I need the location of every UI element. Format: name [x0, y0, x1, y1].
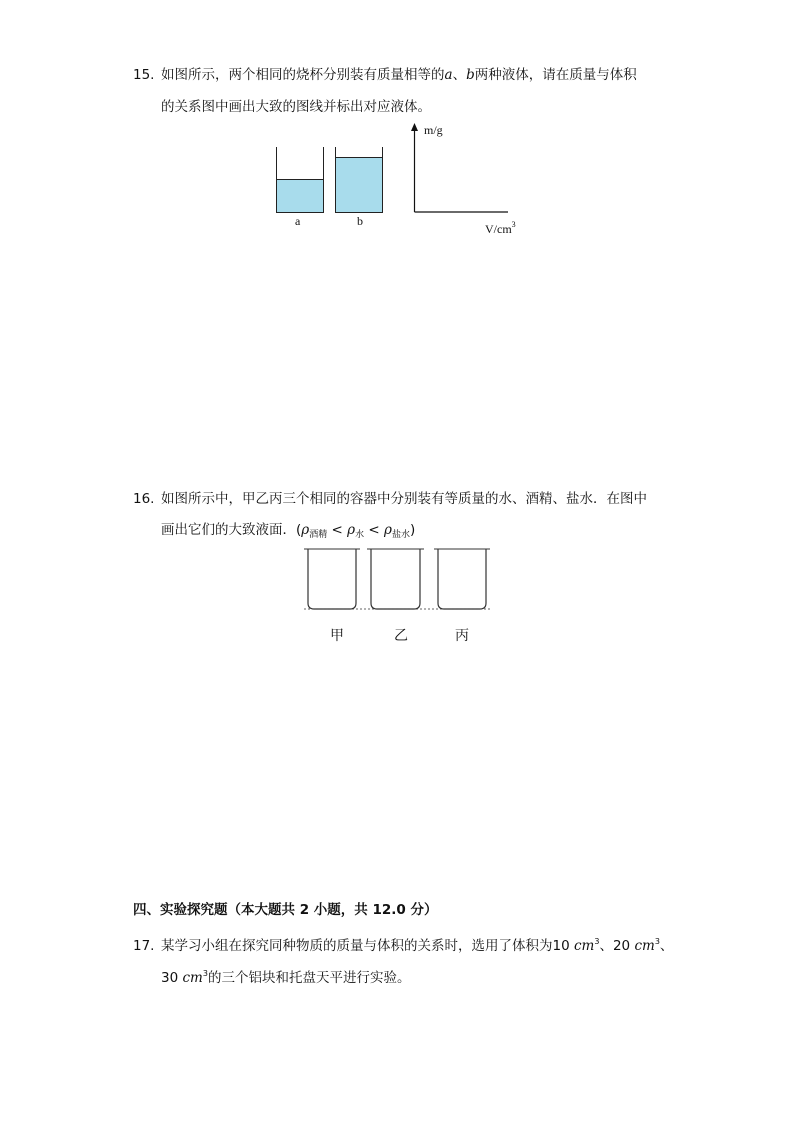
- unit-sup: 3: [654, 937, 660, 946]
- q15-beakers-figure: [270, 140, 390, 235]
- separator: 、: [599, 938, 613, 954]
- q15-text: 如图所示，两个相同的烧杯分别装有质量相等的: [161, 67, 445, 83]
- unit-sup: 3: [202, 969, 208, 978]
- rho-sub-brine: 盐水: [391, 530, 410, 540]
- question-number: 16.: [133, 491, 155, 507]
- rho-sub-alcohol: 酒精: [309, 530, 328, 540]
- rho-symbol: ρ: [347, 522, 356, 538]
- q16-containers-figure: [300, 545, 500, 617]
- less-than: <: [327, 522, 348, 538]
- label-bing: 丙: [455, 628, 469, 644]
- beaker-b-label: b: [357, 214, 363, 228]
- beaker-a-label: a: [295, 214, 301, 228]
- x-axis-label: [485, 216, 516, 238]
- less-than: <: [364, 522, 384, 538]
- x-axis-label-sup: 3: [511, 220, 516, 229]
- label-jia: 甲: [330, 628, 344, 644]
- q17-line1: [133, 933, 673, 955]
- beaker-a-liquid: [277, 180, 324, 213]
- q17-text: 某学习小组在探究同种物质的质量与体积的关系时，选用了体积为: [161, 938, 553, 954]
- question-number: 17.: [133, 938, 155, 954]
- q16-text: 如图所示中，甲乙丙三个相同的容器中分别装有等质量的水、酒精、盐水．在图中: [161, 491, 647, 507]
- volume-2: 20: [612, 938, 631, 954]
- q16-line1: [133, 490, 647, 508]
- rho-symbol: ρ: [301, 522, 310, 538]
- q17-line2: [161, 965, 410, 987]
- y-axis-arrow: [411, 123, 418, 131]
- q15-line1: [133, 66, 637, 84]
- x-axis-label-text: V/cm: [485, 222, 512, 236]
- separator: 、: [659, 938, 674, 954]
- separator: 、: [452, 67, 467, 83]
- close-paren: ): [409, 522, 416, 538]
- q15-text: 的关系图中画出大致的图线并标出对应液体。: [161, 99, 431, 115]
- container-jia: [304, 549, 360, 609]
- section-heading: 四、实验探究题（本大题共 2 小题，共 12.0 分）: [133, 902, 438, 918]
- q15-text: 两种液体，请在质量与体积: [474, 67, 637, 83]
- var-b: b: [466, 67, 475, 83]
- q17-text: 的三个铝块和托盘天平进行实验。: [207, 970, 411, 986]
- rho-symbol: ρ: [384, 522, 392, 538]
- rho-sub-water: 水: [355, 530, 365, 540]
- var-a: a: [444, 67, 453, 83]
- container-bing: [434, 549, 490, 609]
- mass-volume-axes: [405, 120, 515, 220]
- unit-cm: cm: [573, 938, 595, 954]
- unit-cm: cm: [634, 938, 655, 954]
- volume-3: 30: [161, 970, 179, 986]
- beaker-b-liquid: [336, 158, 383, 213]
- q16-text: 画出它们的大致液面．(: [161, 522, 302, 538]
- container-yi: [367, 549, 424, 609]
- y-axis-label: m/g: [424, 123, 443, 137]
- unit-sup: 3: [594, 937, 600, 946]
- q15-line2: [161, 98, 431, 116]
- q16-line2: [161, 521, 415, 544]
- volume-1: 10: [552, 938, 570, 954]
- unit-cm: cm: [182, 970, 203, 986]
- label-yi: 乙: [394, 628, 408, 644]
- question-number: 15.: [133, 67, 155, 83]
